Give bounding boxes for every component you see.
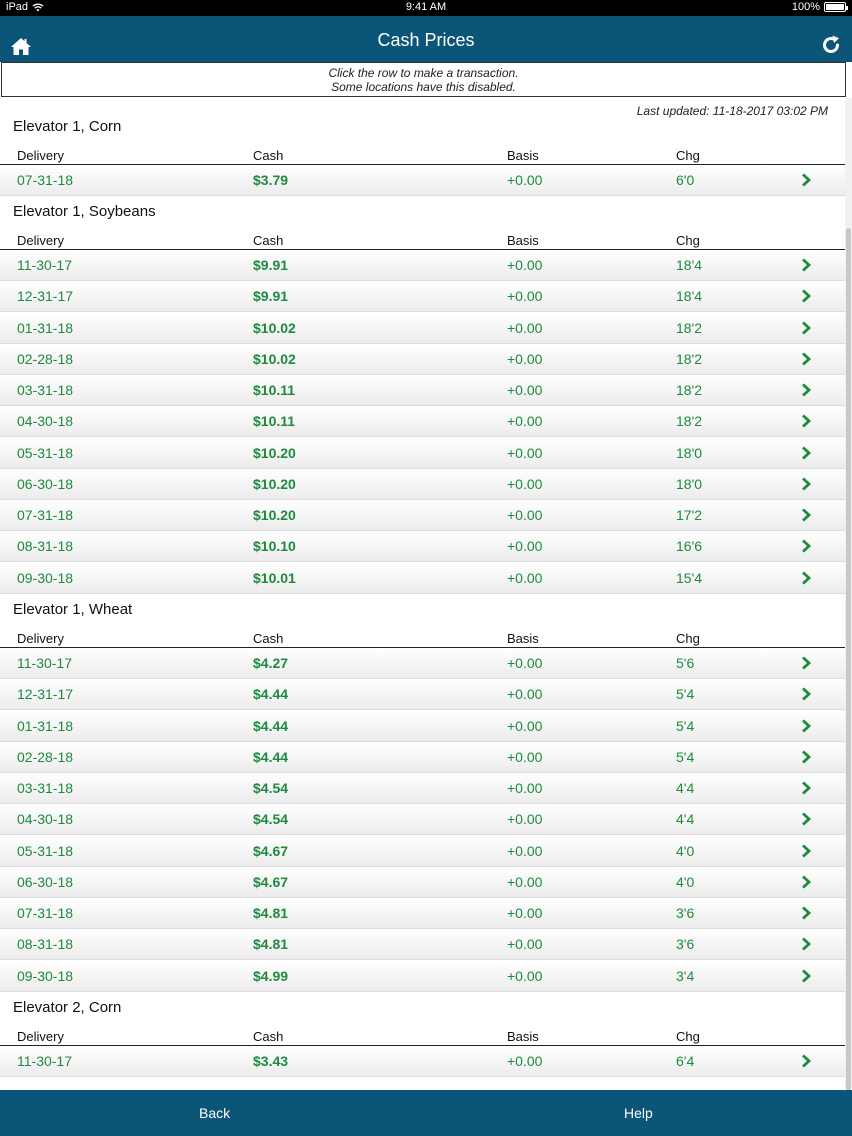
cell-cash: $4.54 — [253, 780, 289, 796]
cell-basis: +0.00 — [507, 780, 543, 796]
column-header-chg: Chg — [676, 148, 700, 163]
page-title: Cash Prices — [377, 30, 475, 50]
cell-basis: +0.00 — [507, 717, 543, 734]
cell-cash: $10.20 — [253, 507, 296, 523]
price-row[interactable] — [0, 867, 845, 898]
cell-cash: $4.67 — [253, 873, 289, 890]
chevron-right-icon[interactable] — [800, 383, 812, 397]
chevron-right-icon[interactable] — [800, 352, 812, 366]
cell-chg: 5'4 — [676, 717, 695, 734]
section-title: Elevator 1, Wheat — [13, 601, 133, 618]
cell-basis: +0.00 — [507, 936, 543, 953]
cell-delivery: 02-28-18 — [17, 748, 74, 765]
cell-cash: $10.02 — [253, 319, 296, 336]
cell-cash: $10.11 — [253, 413, 296, 430]
chevron-right-icon[interactable] — [800, 750, 812, 764]
column-header-cash: Cash — [253, 148, 284, 163]
cell-basis: +0.00 — [507, 538, 543, 555]
cell-delivery: 01-31-18 — [17, 717, 74, 734]
cell-delivery: 11-30-17 — [17, 1053, 73, 1069]
price-row[interactable] — [0, 773, 845, 804]
section-title: Elevator 1, Corn — [13, 118, 122, 135]
cell-chg: 18'2 — [676, 413, 703, 430]
cell-basis: +0.00 — [507, 382, 543, 398]
cell-basis: +0.00 — [507, 842, 543, 859]
cell-basis: +0.00 — [507, 507, 543, 523]
cell-basis: +0.00 — [507, 967, 543, 984]
section-title: Elevator 1, Soybeans — [13, 203, 156, 220]
price-row[interactable] — [0, 375, 845, 406]
chevron-right-icon[interactable] — [800, 414, 812, 428]
chevron-right-icon[interactable] — [800, 687, 812, 701]
chevron-right-icon[interactable] — [800, 844, 812, 858]
cell-basis: +0.00 — [507, 172, 543, 188]
cell-cash: $10.20 — [253, 444, 296, 461]
chevron-right-icon[interactable] — [800, 173, 812, 187]
cell-delivery: 11-30-17 — [17, 655, 73, 671]
price-row[interactable] — [0, 406, 845, 437]
chevron-right-icon[interactable] — [800, 875, 812, 889]
bottom-bar — [0, 1090, 852, 1136]
cell-delivery: 08-31-18 — [17, 538, 74, 555]
cell-chg: 3'6 — [676, 936, 695, 953]
chevron-right-icon[interactable] — [800, 258, 812, 272]
cell-cash: $4.54 — [253, 811, 289, 828]
cell-cash: $4.67 — [253, 842, 289, 859]
cell-chg: 18'2 — [676, 382, 703, 398]
column-header-delivery: Delivery — [17, 233, 64, 248]
nav-bar — [0, 16, 852, 62]
device-label: iPad — [6, 1, 29, 13]
column-header-cash: Cash — [253, 631, 284, 646]
cell-cash: $3.79 — [253, 172, 289, 188]
cell-delivery: 07-31-18 — [17, 905, 74, 921]
chevron-right-icon[interactable] — [800, 812, 812, 826]
cell-cash: $10.20 — [253, 475, 296, 492]
cell-chg: 18'4 — [676, 288, 703, 305]
info-line-1: Click the row to make a transaction. — [328, 66, 519, 80]
cell-chg: 5'6 — [676, 655, 695, 671]
status-bar — [0, 0, 852, 16]
price-row[interactable] — [0, 531, 845, 562]
cell-delivery: 07-31-18 — [17, 172, 74, 188]
price-row[interactable] — [0, 438, 845, 469]
price-row[interactable] — [0, 898, 845, 929]
cell-basis: +0.00 — [507, 811, 543, 828]
cell-delivery: 06-30-18 — [17, 475, 74, 492]
cell-basis: +0.00 — [507, 569, 543, 586]
battery-percent: 100% — [791, 1, 820, 13]
cell-basis: +0.00 — [507, 288, 543, 305]
cell-cash: $10.02 — [253, 350, 296, 367]
chevron-right-icon[interactable] — [800, 289, 812, 303]
column-header-cash: Cash — [253, 233, 284, 248]
cell-basis: +0.00 — [507, 1053, 543, 1069]
cell-chg: 18'4 — [676, 257, 703, 273]
cell-basis: +0.00 — [507, 444, 543, 461]
cell-chg: 16'6 — [676, 538, 703, 555]
cell-basis: +0.00 — [507, 655, 543, 671]
price-row[interactable] — [0, 563, 845, 594]
cell-cash: $10.10 — [253, 538, 296, 555]
chevron-right-icon[interactable] — [800, 906, 812, 920]
column-header-delivery: Delivery — [17, 631, 64, 646]
cell-chg: 6'0 — [676, 172, 695, 188]
cell-delivery: 03-31-18 — [17, 382, 74, 398]
cell-delivery: 01-31-18 — [17, 319, 74, 336]
cell-chg: 5'4 — [676, 686, 695, 703]
cell-cash: $4.99 — [253, 967, 289, 984]
cell-chg: 18'0 — [676, 475, 703, 492]
cell-cash: $4.81 — [253, 936, 289, 953]
chevron-right-icon[interactable] — [800, 477, 812, 491]
info-box — [1, 62, 846, 97]
chevron-right-icon[interactable] — [800, 1054, 812, 1068]
cell-chg: 6'4 — [676, 1053, 695, 1069]
chevron-right-icon[interactable] — [800, 719, 812, 733]
cell-chg: 4'0 — [676, 842, 695, 859]
price-row[interactable] — [0, 804, 845, 835]
cell-delivery: 12-31-17 — [17, 686, 74, 703]
cell-delivery: 06-30-18 — [17, 873, 74, 890]
price-row[interactable] — [0, 313, 845, 344]
column-header-basis: Basis — [507, 631, 539, 646]
cell-delivery: 03-31-18 — [17, 780, 74, 796]
cell-chg: 18'2 — [676, 350, 703, 367]
cell-cash: $4.27 — [253, 655, 289, 671]
price-row[interactable] — [0, 742, 845, 773]
chevron-right-icon[interactable] — [800, 508, 812, 522]
cell-cash: $10.01 — [253, 569, 296, 586]
chevron-right-icon[interactable] — [800, 571, 812, 585]
price-row[interactable] — [0, 929, 845, 960]
cell-basis: +0.00 — [507, 873, 543, 890]
price-row[interactable] — [0, 711, 845, 742]
cell-cash: $9.91 — [253, 288, 289, 305]
cell-cash: $9.91 — [253, 257, 289, 273]
cell-delivery: 09-30-18 — [17, 569, 74, 586]
column-header-delivery: Delivery — [17, 148, 64, 163]
chevron-right-icon[interactable] — [800, 656, 812, 670]
cell-basis: +0.00 — [507, 319, 543, 336]
cell-chg: 5'4 — [676, 748, 695, 765]
chevron-right-icon[interactable] — [800, 539, 812, 553]
price-row[interactable] — [0, 1046, 845, 1077]
price-row[interactable] — [0, 500, 845, 531]
cell-delivery: 05-31-18 — [17, 444, 74, 461]
status-time: 9:41 AM — [405, 1, 447, 13]
last-updated: Last updated: 11-18-2017 03:02 PM — [636, 104, 828, 118]
price-row[interactable] — [0, 281, 845, 312]
price-list[interactable] — [0, 98, 845, 1088]
cell-basis: +0.00 — [507, 413, 543, 430]
cell-delivery: 05-31-18 — [17, 842, 74, 859]
price-row[interactable] — [0, 679, 845, 710]
info-line-2: Some locations have this disabled. — [331, 80, 516, 94]
cell-delivery: 09-30-18 — [17, 967, 74, 984]
chevron-right-icon[interactable] — [800, 781, 812, 795]
cell-cash: $4.44 — [253, 717, 289, 734]
price-row[interactable] — [0, 165, 845, 196]
cell-delivery: 08-31-18 — [17, 936, 74, 953]
column-header-basis: Basis — [507, 148, 539, 163]
cell-delivery: 04-30-18 — [17, 413, 74, 430]
help-button[interactable]: Help — [624, 1105, 653, 1121]
scrollbar-thumb[interactable] — [846, 228, 851, 1136]
column-header-basis: Basis — [507, 233, 539, 248]
cell-basis: +0.00 — [507, 475, 543, 492]
column-header-chg: Chg — [676, 1029, 700, 1044]
chevron-right-icon[interactable] — [800, 321, 812, 335]
price-row[interactable] — [0, 961, 845, 992]
status-right — [792, 1, 846, 13]
cell-delivery: 12-31-17 — [17, 288, 74, 305]
cell-basis: +0.00 — [507, 905, 543, 921]
column-header-chg: Chg — [676, 233, 700, 248]
cell-chg: 4'0 — [676, 873, 695, 890]
chevron-right-icon[interactable] — [800, 446, 812, 460]
price-row[interactable] — [0, 250, 845, 281]
back-button[interactable]: Back — [199, 1105, 231, 1121]
chevron-right-icon[interactable] — [800, 969, 812, 983]
column-header-delivery: Delivery — [17, 1029, 64, 1044]
cell-chg: 18'0 — [676, 444, 703, 461]
cell-delivery: 02-28-18 — [17, 350, 74, 367]
cell-chg: 17'2 — [676, 507, 703, 523]
cell-basis: +0.00 — [507, 686, 543, 703]
scrollbar-track[interactable] — [845, 98, 852, 1088]
column-header-cash: Cash — [253, 1029, 284, 1044]
column-header-basis: Basis — [507, 1029, 539, 1044]
cell-chg: 4'4 — [676, 811, 695, 828]
cell-chg: 3'4 — [676, 967, 695, 984]
price-row[interactable] — [0, 836, 845, 867]
section-title: Elevator 2, Corn — [13, 999, 122, 1016]
refresh-icon[interactable] — [820, 34, 842, 56]
cell-cash: $4.44 — [253, 748, 289, 765]
battery-icon — [824, 2, 846, 12]
cell-basis: +0.00 — [507, 257, 543, 273]
column-header-chg: Chg — [676, 631, 700, 646]
cell-chg: 4'4 — [676, 780, 695, 796]
cell-basis: +0.00 — [507, 350, 543, 367]
price-row[interactable] — [0, 469, 845, 500]
cell-cash: $4.44 — [253, 686, 289, 703]
cell-basis: +0.00 — [507, 748, 543, 765]
cell-delivery: 11-30-17 — [17, 257, 73, 273]
cell-delivery: 07-31-18 — [17, 507, 74, 523]
price-row[interactable] — [0, 344, 845, 375]
cell-chg: 18'2 — [676, 319, 703, 336]
cell-delivery: 04-30-18 — [17, 811, 74, 828]
cell-cash: $4.81 — [253, 905, 289, 921]
price-row[interactable] — [0, 648, 845, 679]
chevron-right-icon[interactable] — [800, 937, 812, 951]
cell-cash: $10.11 — [253, 382, 296, 398]
cell-cash: $3.43 — [253, 1053, 289, 1069]
cell-chg: 15'4 — [676, 569, 703, 586]
cell-chg: 3'6 — [676, 905, 695, 921]
